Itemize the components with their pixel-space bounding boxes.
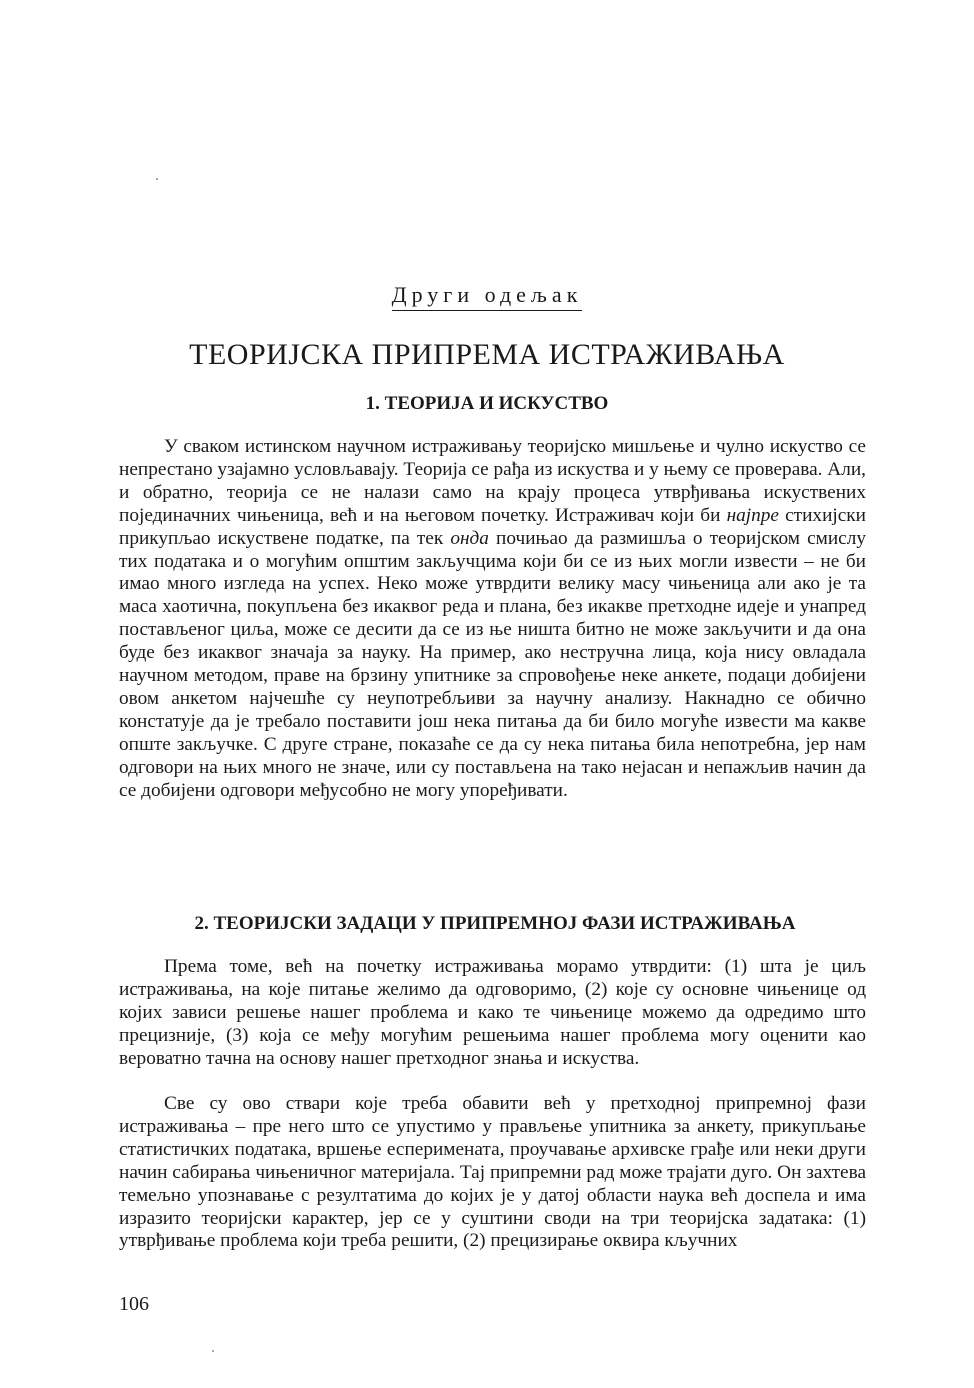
section-1-heading: 1. ТЕОРИЈА И ИСКУСТВО <box>365 393 609 414</box>
scan-speck <box>212 1350 214 1352</box>
section-2-heading: 2. ТЕОРИЈСКИ ЗАДАЦИ У ПРИПРЕМНОЈ ФАЗИ ИСТРАЖИВАЊА <box>194 913 796 934</box>
emphasis-text: најпре <box>726 504 779 526</box>
paragraph-text: почињао да размишља о теоријском смислу тих података и о могућим општим закључцима који би се из њих могли извести – не би имао много изгледа на успех. Неко може утврдити велику масу чињеница али ако је та маса хаотична, покупљена без икаквог реда и плана, без икакве претходне идеје и унапред постављеног циља, може се десити да се из ње ништа битно не може закључити и да она буде без икаквог значаја за науку. На пример, ако нестручна лица, која нису овладала научном методом, праве на брзину упитнике за спровођење неке анкете, подаци добијени овом анкетом најчешће су неупотребљиви за научну анализу. Накнадно се обично констатује да је требало поставити још нека питања да би било могуће извести ма какве опште закључке. С друге стране, показаће се да су нека питања била непотребна, јер нам одговори на њих много не значе, или су постављена на тако нејасан и непажљив начин да се добијени одговори међусобно не могу упоређивати. <box>119 527 866 801</box>
paragraph-text: У сваком истинском научном истраживању теоријско мишљење и чулно искуство се непрестано узајамно условљавају. Теорија се рађа из искуства и у њему се проверава. Али, и обратно, теорија се не налази само на крају процеса утврђивања искуствених појединачних чињеница, већ и на његовом почетку. Истраживач који би <box>119 436 866 526</box>
emphasis-text: онда <box>450 527 489 549</box>
section-2-paragraph-2: Све су ово ствари које треба обавити већ у претходној припремној фази истраживања – пре него што се упустимо у прављење упитника за анкету, прикупљање статистичких података, вршење есперимената, проучавање архивске грађе или неки други начин сабирања чињеничног материјала. Тај припремни рад може трајати дуго. Он захтева темељно упознавање с резултатима до којих је у датој области наука већ доспела и има изразито теоријски карактер, јер се у суштини своди на три теоријска задатака: (1) утврђивање проблема који треба решити, (2) прецизирање оквира кључних <box>119 1093 866 1252</box>
scan-speck <box>156 178 158 180</box>
paragraph-text: стихијски прикупљао искуствене податке, па тек <box>119 504 866 549</box>
section-1-paragraph <box>119 436 866 803</box>
part-title <box>0 282 974 308</box>
page-number: 106 <box>119 1293 149 1315</box>
part-title-text: Други одељак <box>392 282 583 311</box>
section-2-paragraph-1: Према томе, већ на почетку истраживања морамо утврдити: (1) шта је циљ истраживања, на које питање желимо да одговоримо, (2) које су основне чињенице од којих зависи решење нашег проблема и како те чињенице можемо да одредимо што прецизније, (3) која се међу могућим решењима нашег проблема могу оценити као вероватно тачна на основу нашег претходног знања и искуства. <box>119 956 866 1069</box>
chapter-title: ТЕОРИЈСКА ПРИПРЕМА ИСТРАЖИВАЊА <box>189 338 785 371</box>
